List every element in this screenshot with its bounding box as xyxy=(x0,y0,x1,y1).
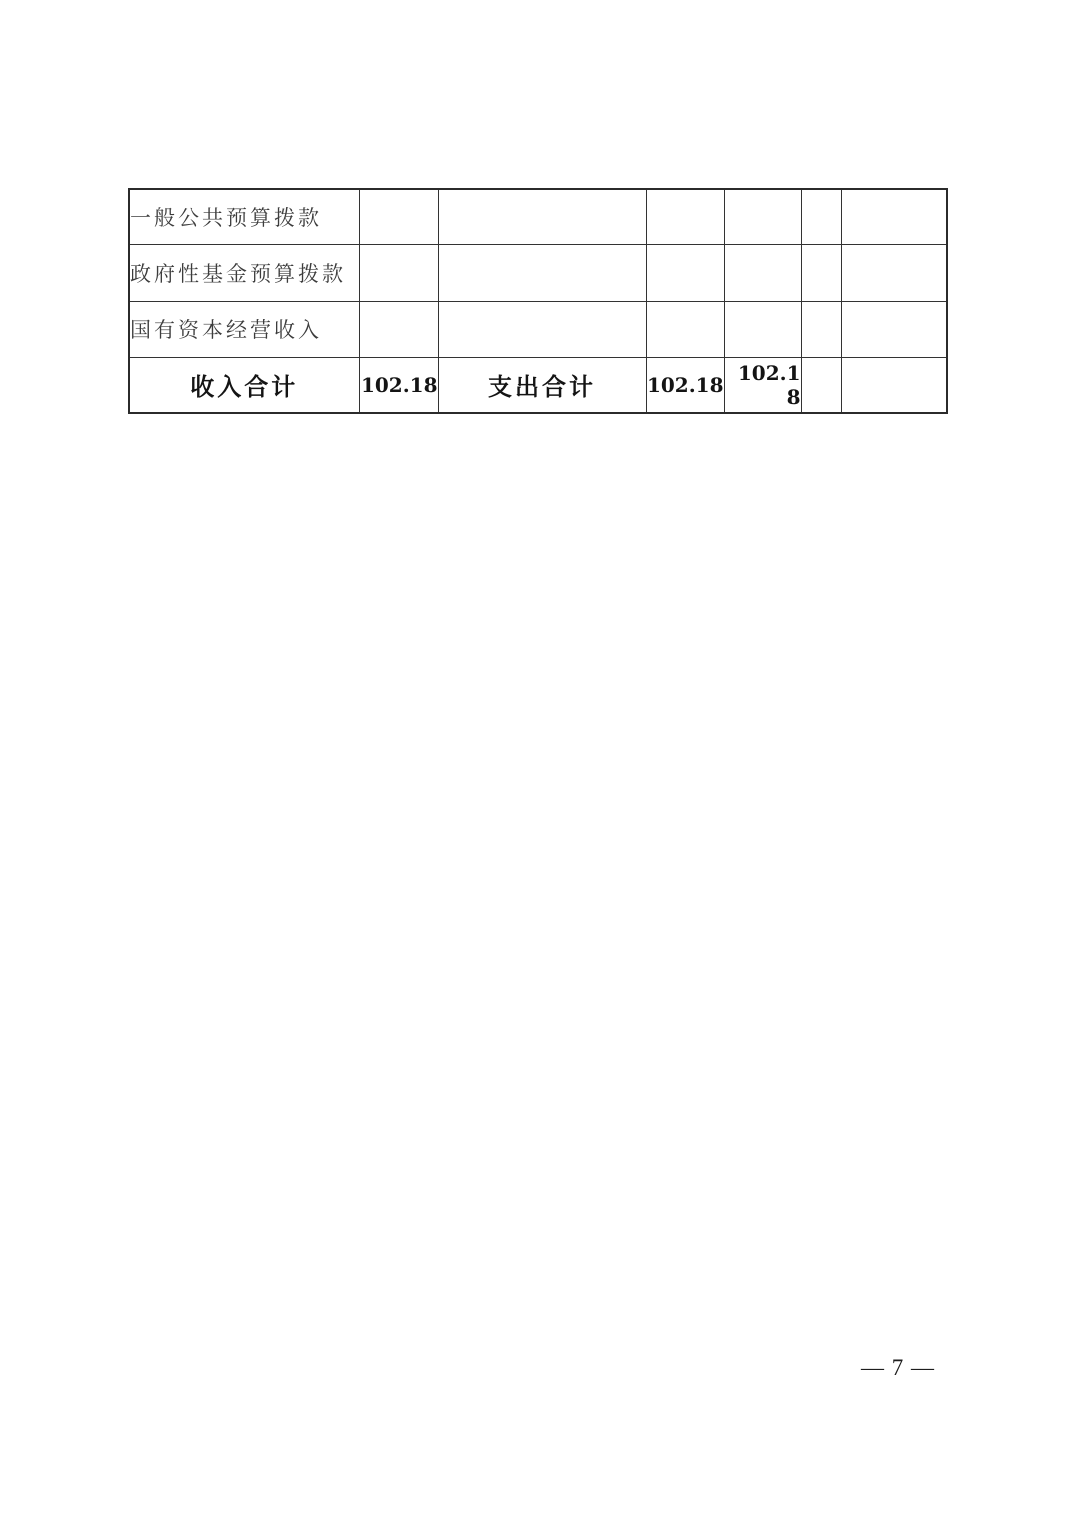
page-number: — 7 — xyxy=(861,1355,935,1380)
income-category-label: 一般公共预算拨款 xyxy=(129,189,359,244)
empty-cell xyxy=(438,301,646,357)
income-category-label: 政府性基金预算拨款 xyxy=(129,244,359,301)
empty-cell xyxy=(801,189,841,244)
empty-cell xyxy=(646,244,724,301)
expense-total-amount: 102.18 xyxy=(646,357,724,413)
table-row-general-public-budget xyxy=(129,189,947,244)
empty-cell xyxy=(438,189,646,244)
empty-cell xyxy=(801,244,841,301)
empty-cell xyxy=(801,301,841,357)
income-total-label: 收入合计 xyxy=(129,357,359,413)
expense-total-label: 支出合计 xyxy=(438,357,646,413)
empty-cell xyxy=(841,357,947,413)
empty-cell xyxy=(724,189,801,244)
empty-cell xyxy=(841,189,947,244)
income-total-amount: 102.18 xyxy=(359,357,438,413)
table-row-government-fund-budget xyxy=(129,244,947,301)
empty-cell xyxy=(438,244,646,301)
empty-cell xyxy=(646,301,724,357)
table-row-state-capital-income xyxy=(129,301,947,357)
budget-summary-table xyxy=(128,188,948,414)
empty-cell xyxy=(724,301,801,357)
income-amount-cell xyxy=(359,244,438,301)
income-amount-cell xyxy=(359,301,438,357)
income-category-label: 国有资本经营收入 xyxy=(129,301,359,357)
empty-cell xyxy=(841,301,947,357)
income-amount-cell xyxy=(359,189,438,244)
empty-cell xyxy=(841,244,947,301)
empty-cell xyxy=(724,244,801,301)
expense-total-amount-secondary: 102.18 xyxy=(724,357,801,413)
table-row-totals xyxy=(129,357,947,413)
empty-cell xyxy=(646,189,724,244)
empty-cell xyxy=(801,357,841,413)
